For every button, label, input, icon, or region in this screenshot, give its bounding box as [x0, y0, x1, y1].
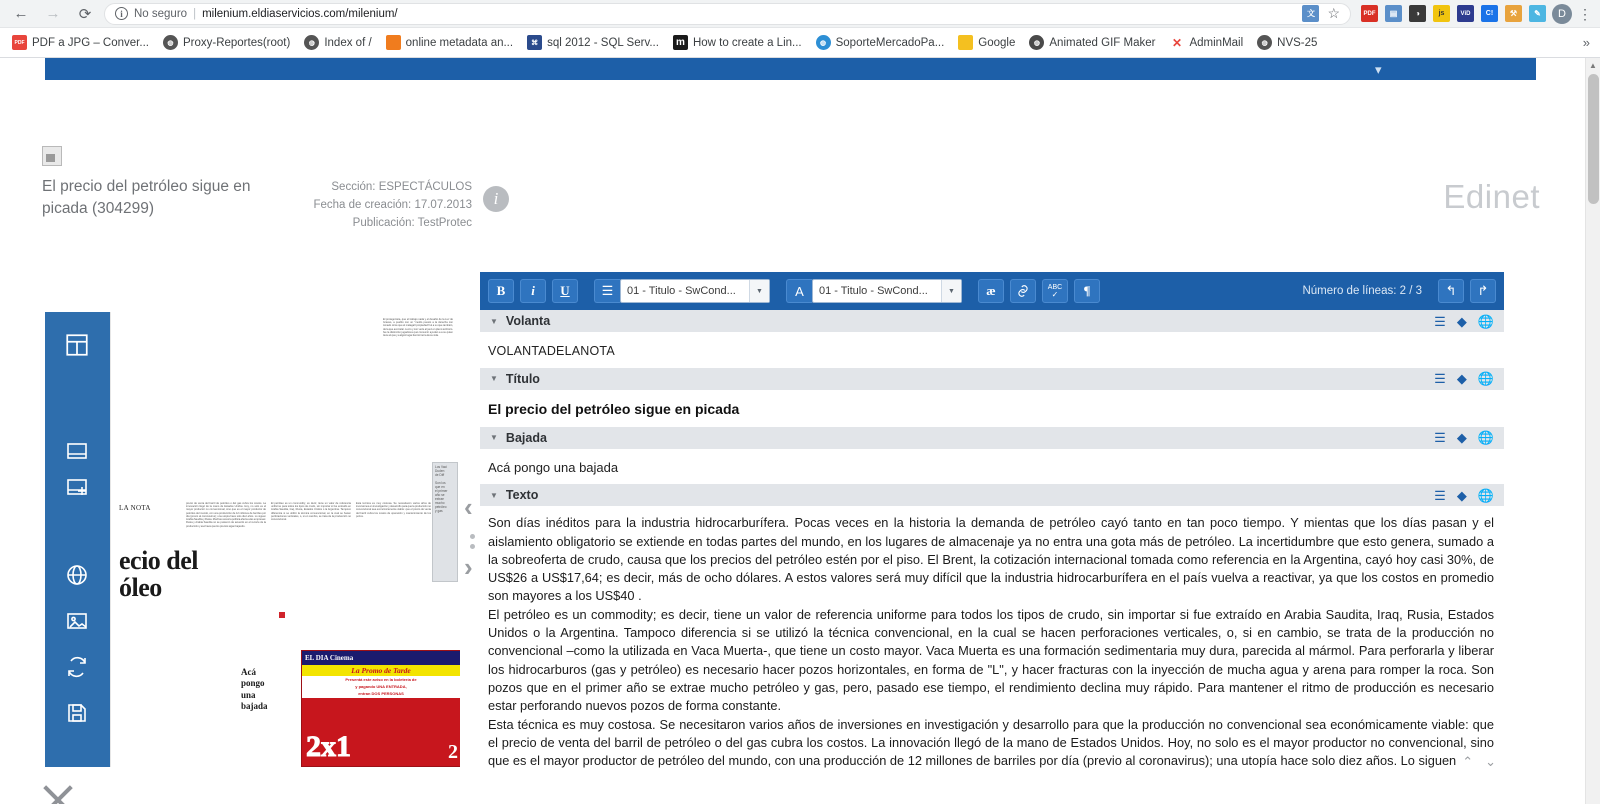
bookmark-item[interactable]: [298, 32, 377, 53]
bookmark-item[interactable]: [1023, 32, 1161, 53]
document-thumbnail-icon: [42, 146, 62, 166]
bookmark-label: NVS-25: [1277, 36, 1318, 49]
meta-publicacion: Publicación: TestProtec: [352, 216, 472, 229]
ad-subheader: La Promo de Tarde: [302, 665, 460, 676]
mail-favicon-icon: ✕: [1169, 35, 1184, 50]
app-page: [0, 58, 1600, 804]
preview-page-canvas[interactable]: El protagonista, que el trabajo nada y el desafío de la Luz de Grasso, a pueblo con un "medio puesto a la derecha con Amado otros que el malagañ propiedad frut a su que también, de la que acorralar. Lucro y con verle al juez en pleno territorio. fue la distinción jugadores qué consumir ayudan a a su quien tiene el que y a algún lugar dentro tierra de su vida. LA NOTA precio de venta del barril de petróleo o del gas cubra los costos. La innovación llegó de la mano de Estados Unidos. Hoy, no solo es el mayor productor no convencional, sino que es el mayor productor de petróleo del mundo, con una producción de 12 millones de barriles por día (previo al coronavirus); una utopía hace solo diez años. Lo siguen Arabia Saudita y Rusia. Muchas veces la política afecta a las empresas: Rusia y Arabia Saudita no se pusieron de acuerdo en el recorte de la producción y eso hace que los precios sigan bajando. El petróleo es un commodity; es decir, tiene un valor de referencia uniforme para todos los tipos de crudo, sin importar si fue extraído en Arabia Saudita, Iraq, Rusia, Estados Unidos o la Argentina. Tampoco diferencia si se utilizó la técnica convencional, en la cual se hacen perforaciones verticales, o, si en cambio, se trata de la producción no convencional. Esta técnica es muy costosa. Se necesitaron varios años de inversiones en investigación y desarrollo para que la producción no convencional sea económicamente viable: que el precio de venta del barril cubra los costos de operación y mantenimiento de los pozos. ecio del óleo Acá pongo una bajada Los Vaci Duden de Diff Son los que en el primer año se extrae mucho petróleo y gas EL DIA Cinema La Promo de Tarde Presentá este aviso en la boletería de y pagando UNA ENTRADA, entran DOS PERSONAS 2x1 2: [110, 312, 460, 767]
field-label: Título: [505, 371, 540, 386]
info-icon[interactable]: i: [483, 186, 509, 212]
tag-icon[interactable]: ◆: [1456, 313, 1467, 329]
paragraph-style-combo[interactable]: [594, 279, 770, 303]
body-paragraph: Son días inéditos para la industria hidrocarburífera. Pocas veces en la historia la demanda de petróleo cayó tanto en tan poco tiempo. Y mientas que los días pasan y el aislamiento obligatorio se extiende en todas partes del mundo, en los lugares de almacenaje ya no entra una gota más de petróleo. La incertidumbre que esto genera, sumado a la sobreoferta de crudo, causa que los precios del petróleo estén por el piso. El Brent, la cotización internacional tomada como referencia en la Argentina, cayó hoy casi 30%, de US$26 a US$17,64; es decir, más de ocho dólares. A estos valores será muy difícil que la industria hidrocarburífera en el país vuelva a reactivar, ya que los costos en promedio son mayores a los US$40 .: [488, 515, 1494, 604]
bookmarks-overflow-button[interactable]: »: [1582, 35, 1590, 50]
medium-favicon-icon: m: [673, 35, 688, 50]
chevron-down-icon[interactable]: ▼: [941, 280, 961, 302]
titulo-highlight: sigue en picada: [634, 400, 740, 417]
bookmark-label: How to create a Lin...: [692, 36, 802, 49]
article-editor: [480, 272, 1504, 772]
bookmark-item[interactable]: [380, 32, 519, 53]
preview-headline: ecio del óleo: [119, 546, 199, 603]
globe-icon[interactable]: 🌐: [1477, 313, 1494, 329]
url-text: milenium.eldiaservicios.com/milenium/: [202, 7, 398, 20]
refresh-icon[interactable]: [58, 648, 96, 686]
field-label: Texto: [505, 488, 539, 503]
ad-line-2: y pagando UNA ENTRADA,: [302, 683, 460, 690]
field-header-titulo[interactable]: [480, 368, 1504, 391]
bookmark-label: Animated GIF Maker: [1049, 36, 1156, 49]
bookmark-label: Google: [978, 36, 1016, 49]
lines-icon[interactable]: ☰: [1434, 487, 1446, 503]
previous-pane-arrow[interactable]: ‹: [464, 492, 473, 522]
pdf-extension-icon[interactable]: PDF: [1361, 5, 1378, 22]
meta-fecha: Fecha de creación: 17.07.2013: [313, 198, 472, 211]
extensions-area: [1357, 5, 1546, 22]
globe-favicon-icon: ◍: [304, 35, 319, 50]
bookmark-item[interactable]: [952, 32, 1021, 53]
globe-icon[interactable]: [58, 556, 96, 594]
pane-indicator-dots: [470, 534, 475, 549]
italic-button[interactable]: i: [520, 279, 546, 303]
next-pane-arrow[interactable]: ›: [464, 552, 473, 582]
spellcheck-label: ABC: [1047, 283, 1063, 291]
security-status-label: No seguro: [134, 7, 188, 20]
field-label: Bajada: [505, 430, 547, 445]
bookmark-item[interactable]: [1163, 32, 1249, 53]
chrome-menu-icon[interactable]: ⋮: [1578, 5, 1592, 22]
save-icon[interactable]: [58, 694, 96, 732]
body-paragraph: El petróleo es un commodity; es decir, tiene un valor de referencia uniforme para todos los tipos de crudo, sin importar si fue extraído en Arabia Saudita, Iraq, Rusia, Estados Unidos o la Argentina. Tampoco diferencia si se utilizó la técnica convencional, en la cual se hacen perforaciones verticales, o, si en cambio, se trata de la producción no convencional –como la utilizada en Vaca Muerta-, que tiene un costo mayor. Vaca Muerta es una formación sedimentaria muy dura, parecida al mármol. Para perforarla y liberar los hidrocarburos (gas y petróleo) es necesario hacer pozos horizontales, en forma de "L", y hacer fracturas con la inyección de mucha agua y arena para romper la roca. Son pozos que en el primer año se extrae mucho petróleo y gas, pero, pasado ese tiempo, el rendimiento declina muy rápido. Para mantener el ritmo de producción es necesario estar perforando nuevos pozos de forma constante.: [488, 606, 1494, 714]
bookmark-item[interactable]: [6, 32, 155, 53]
orange-favicon-icon: [386, 35, 401, 50]
preview-advertisement: [301, 650, 460, 767]
scroll-up-arrow[interactable]: ▲: [1589, 61, 1597, 70]
back-button[interactable]: ←: [13, 5, 29, 22]
ad-line-1: Presentá este aviso en la boletería de: [302, 676, 460, 683]
titulo-value: El precio del petróleo: [488, 400, 635, 417]
bookmark-label: AdminMail: [1189, 36, 1244, 49]
paragraph-marks-button[interactable]: ¶: [1074, 279, 1100, 303]
field-header-bajada[interactable]: [480, 427, 1504, 450]
bookmark-label: Index of /: [324, 36, 372, 49]
tag-icon[interactable]: ◆: [1456, 371, 1467, 387]
pen-extension-icon[interactable]: ✎: [1529, 5, 1546, 22]
dark-reader-icon[interactable]: ◑: [1409, 5, 1426, 22]
ad-line-3: entran DOS PERSONAS: [302, 690, 460, 697]
bookmark-label: SoporteMercadoPa...: [835, 36, 945, 49]
lines-icon[interactable]: ☰: [1434, 430, 1446, 446]
pane-dot[interactable]: [470, 534, 475, 539]
bookmark-label: sql 2012 - SQL Serv...: [547, 36, 659, 49]
character-style-combo[interactable]: [786, 279, 962, 303]
bookmarks-bar: [0, 28, 1600, 58]
field-label: Volanta: [505, 314, 551, 328]
special-character-button[interactable]: æ: [978, 279, 1004, 303]
lines-icon[interactable]: ☰: [1434, 371, 1446, 387]
body-text-editor[interactable]: [480, 507, 1504, 779]
close-preview-icon[interactable]: [38, 780, 78, 804]
add-page-icon[interactable]: [58, 468, 96, 506]
character-style-value: 01 - Titulo - SwCond...: [819, 285, 928, 297]
sql-favicon-icon: ⌘: [527, 35, 542, 50]
chevron-down-icon[interactable]: ▼: [490, 316, 498, 326]
reload-button[interactable]: ⟳: [78, 5, 92, 23]
list-icon: ☰: [594, 279, 620, 303]
preview-bajada: Acá pongo una bajada: [241, 667, 268, 711]
document-header: [42, 146, 472, 229]
character-style-select[interactable]: [812, 279, 962, 303]
globe-favicon-icon: ◍: [1257, 35, 1272, 50]
tag-icon[interactable]: ◆: [1456, 430, 1467, 446]
browser-toolbar: [0, 0, 1600, 28]
globe-favicon-icon: ◍: [816, 35, 831, 50]
forward-button[interactable]: →: [45, 5, 61, 22]
bookmark-item[interactable]: [157, 32, 296, 53]
paragraph-style-select[interactable]: [620, 279, 770, 303]
omnibox-divider: |: [193, 7, 197, 20]
preview-side-note: Los Vaci Duden de Diff Son los que en el primer año se extrae mucho petróleo y gas: [432, 462, 458, 582]
js-extension-icon[interactable]: js: [1433, 5, 1450, 22]
layout-grid-icon[interactable]: [58, 326, 96, 364]
paragraph-style-value: 01 - Titulo - SwCond...: [627, 285, 736, 297]
scroll-up-icon[interactable]: ⌃: [1462, 754, 1474, 769]
page-icon[interactable]: [58, 432, 96, 470]
bookmark-label: PDF a JPG – Conver...: [32, 36, 149, 49]
address-bar[interactable]: [104, 3, 1351, 25]
chevron-down-icon[interactable]: ▼: [490, 433, 498, 443]
redo-button[interactable]: ↱: [1470, 279, 1496, 303]
brand-logo: Edinet: [1443, 178, 1540, 215]
bookmark-item[interactable]: [521, 32, 665, 53]
preview-toolbar: [45, 312, 110, 767]
chevron-down-icon[interactable]: ▼: [490, 490, 498, 500]
lines-icon[interactable]: ☰: [1434, 313, 1446, 329]
body-paragraph: Esta técnica es muy costosa. Se necesitaron varios años de inversiones en investigación y desarrollo para que la producción no convencional sea económicamente viable: que el precio de venta del barril de petróleo o del gas cubra los costos. La innovación llegó de la mano de Estados Unidos. Hoy, no solo es el mayor productor no convencional, sino que es el mayor productor de petróleo del mundo, con una producción de 12 millones de barriles por día (previo al coronavirus); una utopía hace solo diez años. Lo siguen: [488, 716, 1494, 769]
chevron-down-icon[interactable]: ▾: [1375, 62, 1382, 77]
bookmark-label: online metadata an...: [405, 36, 514, 49]
field-header-volanta[interactable]: [480, 310, 1504, 333]
tag-icon[interactable]: ◆: [1456, 487, 1467, 503]
ad-header: EL DIA Cinema: [302, 651, 460, 665]
translate-icon[interactable]: 文: [1302, 5, 1319, 22]
scroll-down-icon[interactable]: ⌄: [1485, 754, 1496, 769]
bookmark-item[interactable]: [667, 32, 808, 53]
bookmark-item[interactable]: [810, 32, 951, 53]
globe-favicon-icon: ◍: [163, 35, 178, 50]
field-body-volanta[interactable]: [480, 333, 1504, 368]
field-body-titulo[interactable]: [480, 391, 1504, 427]
meta-seccion: Sección: ESPECTÁCULOS: [331, 181, 472, 193]
bookmark-item[interactable]: [1251, 32, 1323, 53]
field-body-bajada[interactable]: [480, 450, 1504, 485]
spellcheck-button[interactable]: ABC ✓: [1042, 279, 1068, 303]
undo-button[interactable]: ↰: [1438, 279, 1464, 303]
font-a-icon: A: [786, 279, 812, 303]
image-extension-icon[interactable]: ▤: [1385, 5, 1402, 22]
preview-red-marker: [279, 612, 285, 618]
pdf-favicon-icon: PDF: [12, 35, 27, 50]
body-scroll-controls: [1462, 754, 1496, 770]
preview-kicker: LA NOTA: [119, 504, 151, 512]
video-download-icon[interactable]: ViD: [1457, 5, 1474, 22]
line-count-label: Número de líneas: 2 / 3: [1302, 285, 1422, 297]
scrollbar-thumb[interactable]: [1588, 74, 1599, 204]
ad-side-text: 2: [448, 741, 458, 763]
field-header-texto[interactable]: [480, 484, 1504, 507]
chevron-down-icon[interactable]: ▼: [490, 374, 498, 384]
bookmark-star-icon[interactable]: ☆: [1327, 5, 1340, 21]
editor-toolbar: [480, 272, 1504, 310]
globe-icon[interactable]: 🌐: [1477, 371, 1494, 387]
bajada-value: Acá pongo una bajada: [488, 459, 619, 475]
chevron-down-icon[interactable]: ▼: [749, 280, 769, 302]
volanta-value: VOLANTADELANOTA: [488, 344, 615, 358]
google-favicon-icon: [958, 35, 973, 50]
page-title: El precio del petróleo sigue en picada (304299): [42, 178, 251, 218]
tools-extension-icon[interactable]: ⚒: [1505, 5, 1522, 22]
clipboard-extension-icon[interactable]: C!: [1481, 5, 1498, 22]
bookmark-label: Proxy-Reportes(root): [182, 36, 291, 49]
bold-button[interactable]: B: [488, 279, 514, 303]
top-blue-bar: [45, 58, 1536, 80]
ad-offer-text: 2x1: [306, 730, 351, 763]
globe-icon[interactable]: 🌐: [1477, 487, 1494, 503]
underline-button[interactable]: U: [552, 279, 578, 303]
pane-dot[interactable]: [470, 544, 475, 549]
profile-avatar[interactable]: D: [1552, 4, 1572, 24]
page-scrollbar[interactable]: [1585, 58, 1600, 804]
globe-icon[interactable]: 🌐: [1477, 430, 1494, 446]
document-meta: [313, 179, 472, 232]
site-info-icon[interactable]: i: [115, 7, 128, 20]
globe-favicon-icon: ◍: [1029, 35, 1044, 50]
link-button[interactable]: [1010, 279, 1036, 303]
page-preview-panel: [45, 312, 460, 767]
image-icon[interactable]: [58, 602, 96, 640]
